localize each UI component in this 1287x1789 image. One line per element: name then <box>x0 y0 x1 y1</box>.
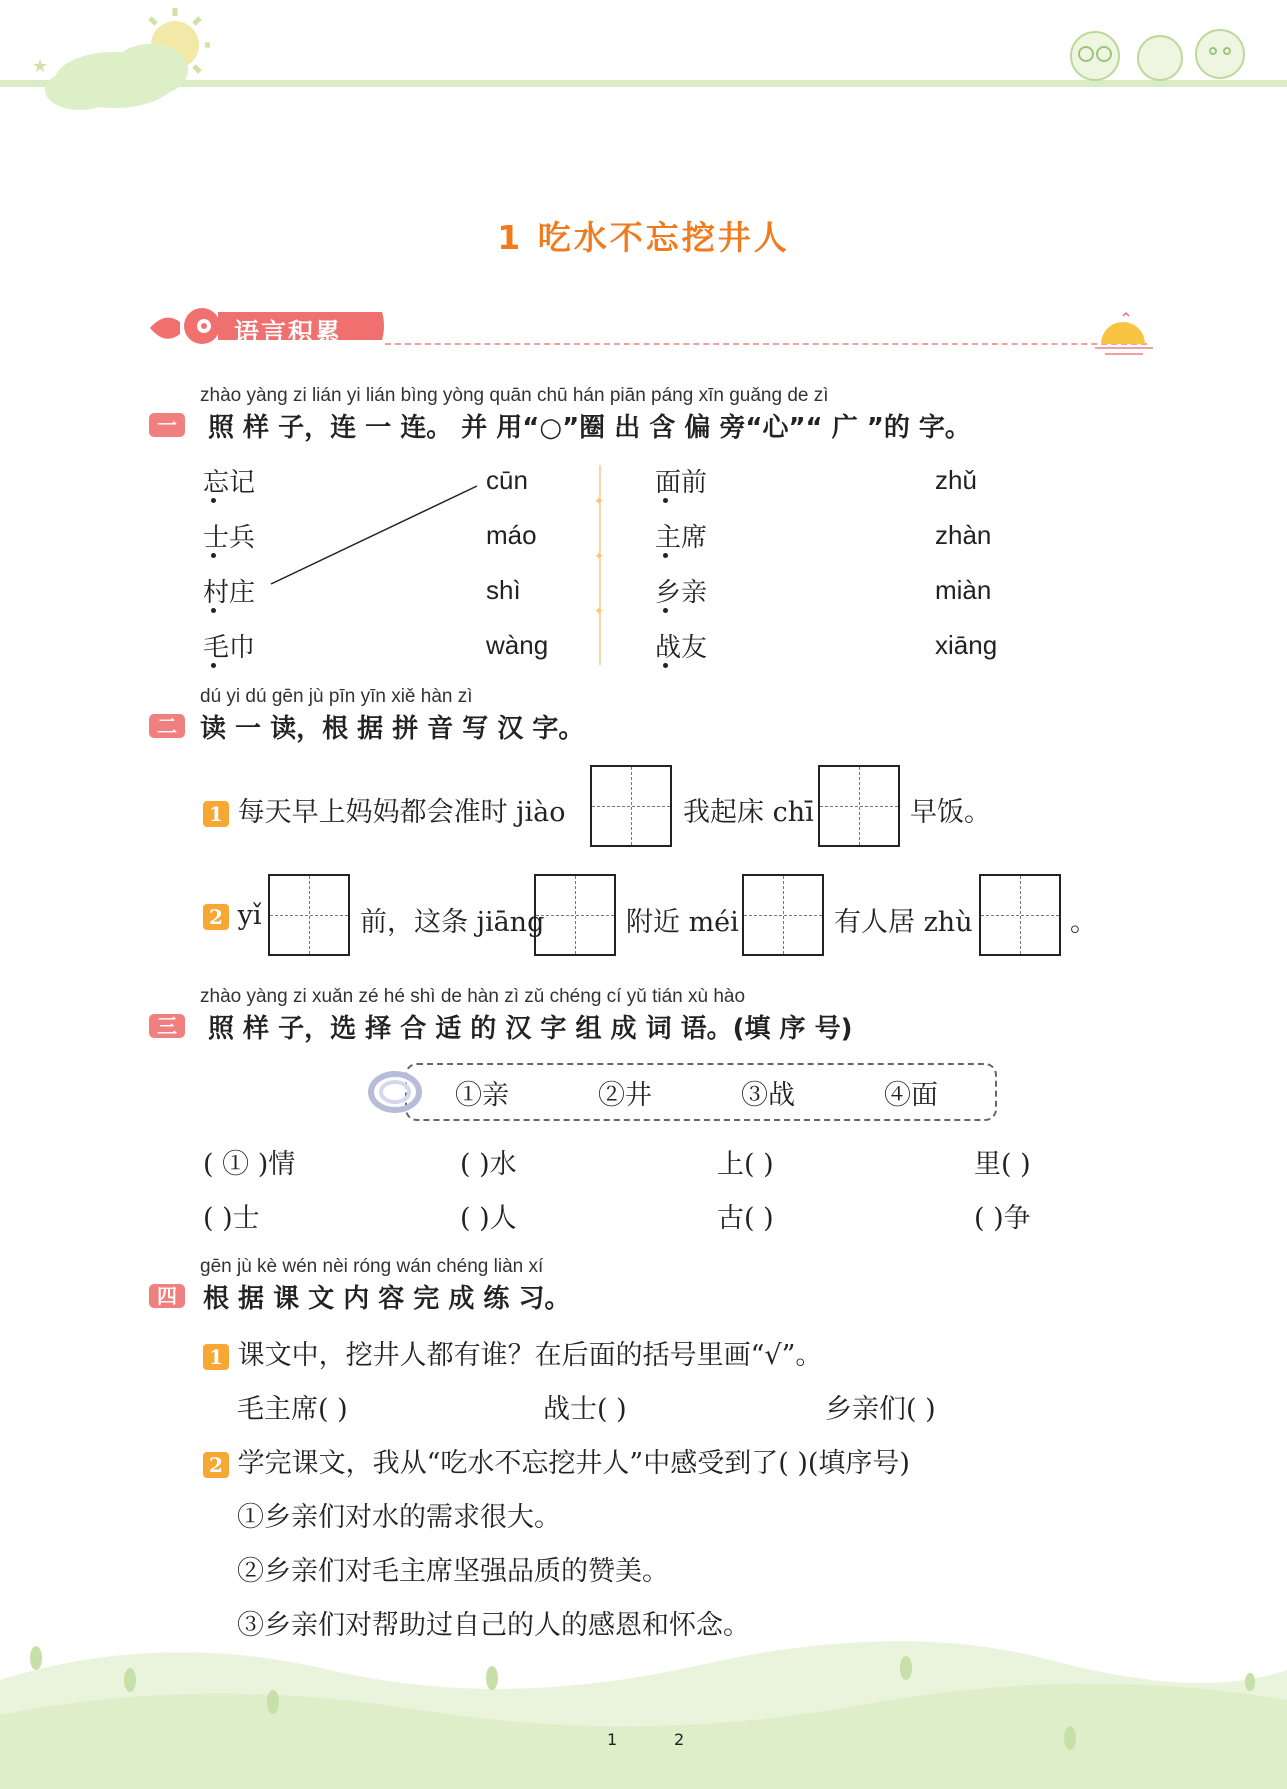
animal-friends-icon <box>1055 18 1255 86</box>
page-title: 1 吃水不忘挖井人 <box>497 218 790 257</box>
option-item: ①亲 <box>455 1080 509 1111</box>
sun-cloud-icon <box>20 0 210 115</box>
q2-item1-text-a: 1 每天早上妈妈都会准时 jiào <box>203 790 566 829</box>
q4-badge: 四 <box>149 1284 185 1308</box>
q1-instruction: 照 样 子，连 一 连。 并 用“○”圈 出 含 偏 旁“心”“ 广 ”的 字。 <box>208 413 971 443</box>
hills-footer-icon <box>0 1620 1287 1789</box>
rope-coil-icon <box>368 1068 422 1116</box>
q1-right-pinyin[interactable]: xiāng <box>935 630 998 660</box>
q3-blank[interactable]: 古( ) <box>717 1203 774 1234</box>
sunset-icon <box>1095 310 1155 358</box>
writing-grid[interactable] <box>979 874 1061 956</box>
q2-item1-text-c: 早饭。 <box>910 797 991 828</box>
q1-right-word[interactable]: 主席 <box>655 517 707 554</box>
q1-right-word[interactable]: 战友 <box>655 627 707 664</box>
q1-right-word[interactable]: 乡亲 <box>655 572 707 609</box>
q3-blank[interactable]: ( )人 <box>460 1203 517 1234</box>
q1-left-word[interactable]: 村庄 <box>203 572 255 609</box>
svg-text:✦: ✦ <box>594 604 605 618</box>
writing-grid[interactable] <box>590 765 672 847</box>
q3-blank[interactable]: ( )士 <box>203 1203 260 1234</box>
q1-left-pinyin[interactable]: máo <box>486 520 537 550</box>
q4-instruction: 根 据 课 文 内 容 完 成 练 习。 <box>203 1284 571 1314</box>
page-number-left: 1 <box>607 1730 618 1749</box>
q4-option: ③乡亲们对帮助过自己的人的感恩和怀念。 <box>237 1610 750 1641</box>
q1-pinyin: zhào yàng zi lián yi lián bìng yòng quān chū hán piān páng xīn guǎng de zì <box>200 385 829 406</box>
q2-pinyin: dú yi dú gēn jù pīn yīn xiě hàn zì <box>200 686 473 707</box>
q2-item2-text-e: 。 <box>1070 907 1097 938</box>
svg-text:✦: ✦ <box>594 549 605 563</box>
q3-blank[interactable]: 里( ) <box>974 1149 1031 1180</box>
writing-grid[interactable] <box>742 874 824 956</box>
q3-blank[interactable]: 上( ) <box>717 1149 774 1180</box>
q1-right-pinyin[interactable]: zhǔ <box>935 465 977 495</box>
option-item: ④面 <box>884 1080 938 1111</box>
q1-left-pinyin[interactable]: cūn <box>486 465 528 495</box>
q1-badge: 一 <box>149 413 185 437</box>
q1-right-pinyin[interactable]: zhàn <box>935 520 992 550</box>
column-divider-icon <box>592 465 608 665</box>
q4-option: ①乡亲们对水的需求很大。 <box>237 1502 561 1533</box>
q2-instruction: 读 一 读，根 据 拼 音 写 汉 字。 <box>200 714 585 744</box>
q4-option: ②乡亲们对毛主席坚强品质的赞美。 <box>237 1556 669 1587</box>
q2-item1-text-b: 我起床 chī <box>683 797 814 828</box>
page-number-right: 2 <box>674 1730 685 1749</box>
q1-left-word[interactable]: 忘记 <box>203 462 255 499</box>
q3-pinyin: zhào yàng zi xuǎn zé hé shì de hàn zì zǔ chéng cí yǔ tián xù hào <box>200 986 746 1007</box>
svg-text:★: ★ <box>32 56 49 77</box>
writing-grid[interactable] <box>268 874 350 956</box>
q2-item2-text-a: 2 yǐ <box>203 900 261 931</box>
q4-item1-text: 1 课文中，挖井人都有谁？在后面的括号里画“√”。 <box>203 1333 822 1372</box>
q1-left-word[interactable]: 毛巾 <box>203 627 255 664</box>
q4-item1-number: 1 <box>203 1344 229 1370</box>
q2-item1-number: 1 <box>203 801 229 827</box>
q4-pinyin: gēn jù kè wén nèi róng wán chéng liàn xí <box>200 1256 544 1277</box>
q3-instruction: 照 样 子，选 择 合 适 的 汉 字 组 成 词 语。(填 序 号) <box>208 1014 853 1044</box>
q3-blank[interactable]: ( ① )情 <box>203 1149 296 1180</box>
q2-item2-text-b: 前，这条 jiāng <box>360 907 545 938</box>
q4-item2-text: 2 学完课文，我从“吃水不忘挖井人”中感受到了( )(填序号) <box>203 1441 910 1480</box>
q2-item2-text-c: 附近 méi <box>626 907 739 938</box>
q1-left-pinyin[interactable]: shì <box>486 575 521 605</box>
q2-badge: 二 <box>149 714 185 738</box>
q1-right-word[interactable]: 面前 <box>655 462 707 499</box>
q3-blank[interactable]: ( )争 <box>974 1203 1031 1234</box>
q4-choice[interactable]: 战士( ) <box>543 1394 627 1425</box>
svg-text:✦: ✦ <box>594 494 605 508</box>
section-divider <box>385 343 1147 345</box>
section-banner-label: 语言积累 <box>234 318 343 347</box>
example-match-line <box>265 480 485 590</box>
option-item: ③战 <box>741 1080 795 1111</box>
q1-right-pinyin[interactable]: miàn <box>935 575 992 605</box>
q3-badge: 三 <box>149 1014 185 1038</box>
q3-blank[interactable]: ( )水 <box>460 1149 517 1180</box>
writing-grid[interactable] <box>534 874 616 956</box>
q1-left-word[interactable]: 士兵 <box>203 517 255 554</box>
option-item: ②井 <box>598 1080 652 1111</box>
q4-choice[interactable]: 乡亲们( ) <box>825 1394 936 1425</box>
q4-choice[interactable]: 毛主席( ) <box>237 1394 348 1425</box>
q4-item2-number: 2 <box>203 1452 229 1478</box>
q2-item2-number: 2 <box>203 904 229 930</box>
writing-grid[interactable] <box>818 765 900 847</box>
q1-left-pinyin[interactable]: wàng <box>486 630 549 660</box>
q2-item2-text-d: 有人居 zhù <box>834 907 973 938</box>
